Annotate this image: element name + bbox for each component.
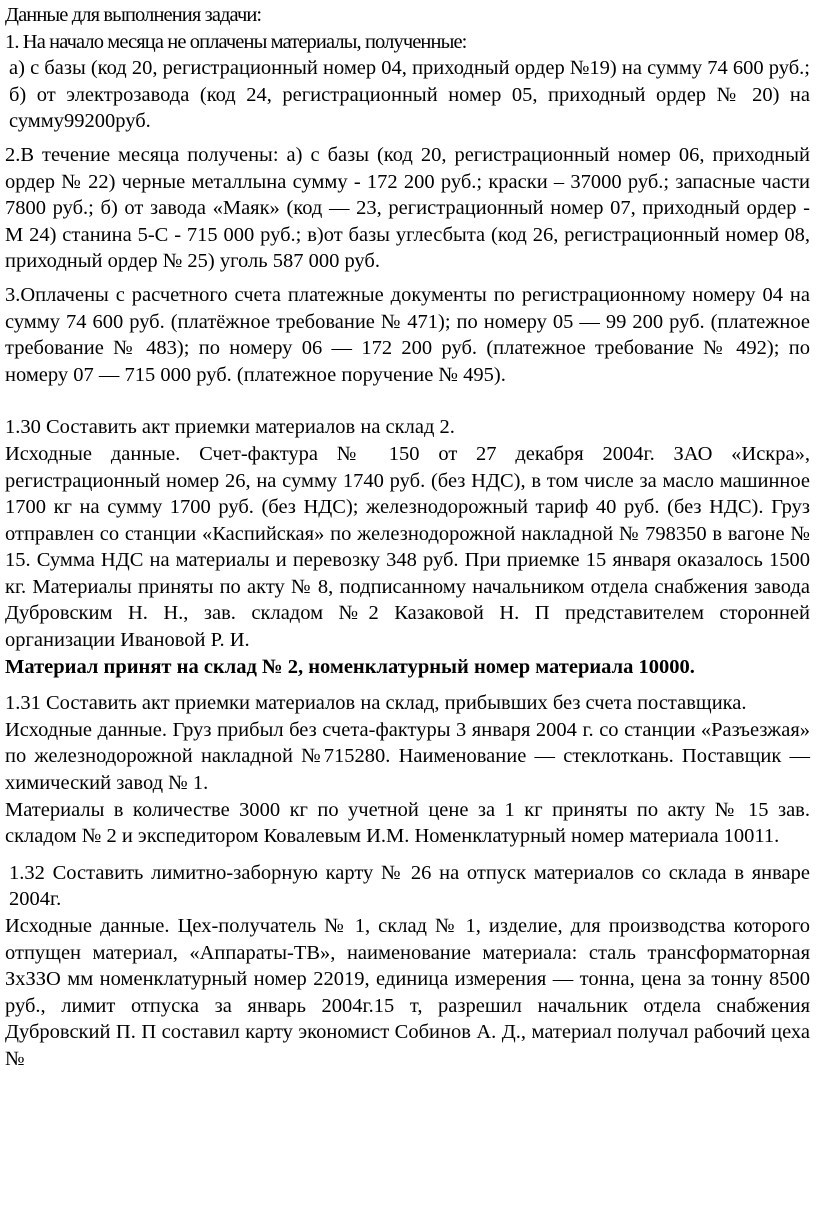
task-1-30-title: 1.30 Составить акт приемки материалов на склад 2. <box>5 416 455 439</box>
task-1-31-body: Исходные данные. Груз прибыл без счета-фактуры 3 января 2004 г. со станции «Разъезжая» по железнодорожной накладной №715280. Наименование — стеклоткань. Поставщик — химический завод № 1. <box>5 718 810 795</box>
task-data-item-1-intro: 1. На начало месяца не оплачены материалы, полученные: <box>5 30 467 53</box>
task-1-31-title: 1.31 Составить акт приемки материалов на склад, прибывших без счета поставщика. <box>5 692 747 715</box>
task-data-item-2: 2.В течение месяца получены: а) с базы (код 20, регистрационный номер 06, приходный ордер № 22) черные металлына сумму - 172 200 руб.; краски – 37000 руб.; запасные части 7800 руб.; б) от завода «Маяк» (код — 23, регистрационный номер 07, приходный ордер - М 24) станина 5-С - 715 000 руб.; в)от базы углесбыта (код 26, регистрационный номер 08, приходный ордер № 25) уголь 587 000 руб. <box>5 143 810 273</box>
task-data-heading: Данные для выполнения задачи: <box>5 4 262 26</box>
task-1-30-bold-line: Материал принят на склад № 2, номенклатурный номер материала 10000. <box>5 655 695 678</box>
task-data-item-1-a: а) с базы (код 20, регистрационный номер 04, приходный ордер №19) на сумму 74 600 руб.; б) от электрозавода (код 24, регистрационный номер 05, приходный ордер № 20) на сумму99200руб. <box>9 57 810 133</box>
task-1-32-title: 1.32 Составить лимитно-заборную карту № 26 на отпуск материалов со склада в январе 2004г. <box>9 861 810 911</box>
task-1-31-body-2: Материалы в количестве 3000 кг по учетной цене за 1 кг приняты по акту № 15 зав. складом № 2 и экспедитором Ковалевым И.М. Номенклатурный номер материала 10011. <box>5 798 810 848</box>
task-1-30-body: Исходные данные. Счет-фактура № 150 от 27 декабря 2004г. ЗАО «Искра», регистрационный номер 26, на сумму 1740 руб. (без НДС), в том числе за масло машинное 1700 кг на сумму 1700 руб. (без НДС); железнодорожный тариф 40 руб. (без НДС). Груз отправлен со станции «Каспийская» по железнодорожной накладной № 798350 в вагоне № 15. Сумма НДС на материалы и перевозку 348 руб. При приемке 15 января оказалось 1500 кг. Материалы приняты по акту № 8, подписанному начальником отдела снабжения завода Дубровским Н. Н., зав. складом №2 Казаковой Н. П представителем сторонней организации Ивановой Р. И. <box>5 442 810 652</box>
task-data-item-3: 3.Оплачены с расчетного счета платежные документы по регистрационному номеру 04 на сумму 74 600 руб. (платёжное требование № 471); по номеру 05 — 99 200 руб. (платежное требование № 483); по номеру 06 — 172 200 руб. (платежное требование № 492); по номеру 07 — 715 000 руб. (платежное поручение № 495). <box>5 283 810 386</box>
task-1-32-body: Исходные данные. Цех-получатель № 1, склад № 1, изделие, для производства которого отпущен материал, «Аппараты-ТВ», наименование материала: сталь трансформаторная ЗхЗЗО мм номенклатурный номер 22019, единица измерения — тонна, цена за тонну 8500 руб., лимит отпуска за январь 2004г.15 т, разрешил начальник отдела снабжения Дубровский П. П составил карту экономист Собинов А. Д., материал получал рабочий цеха № <box>5 915 810 1070</box>
